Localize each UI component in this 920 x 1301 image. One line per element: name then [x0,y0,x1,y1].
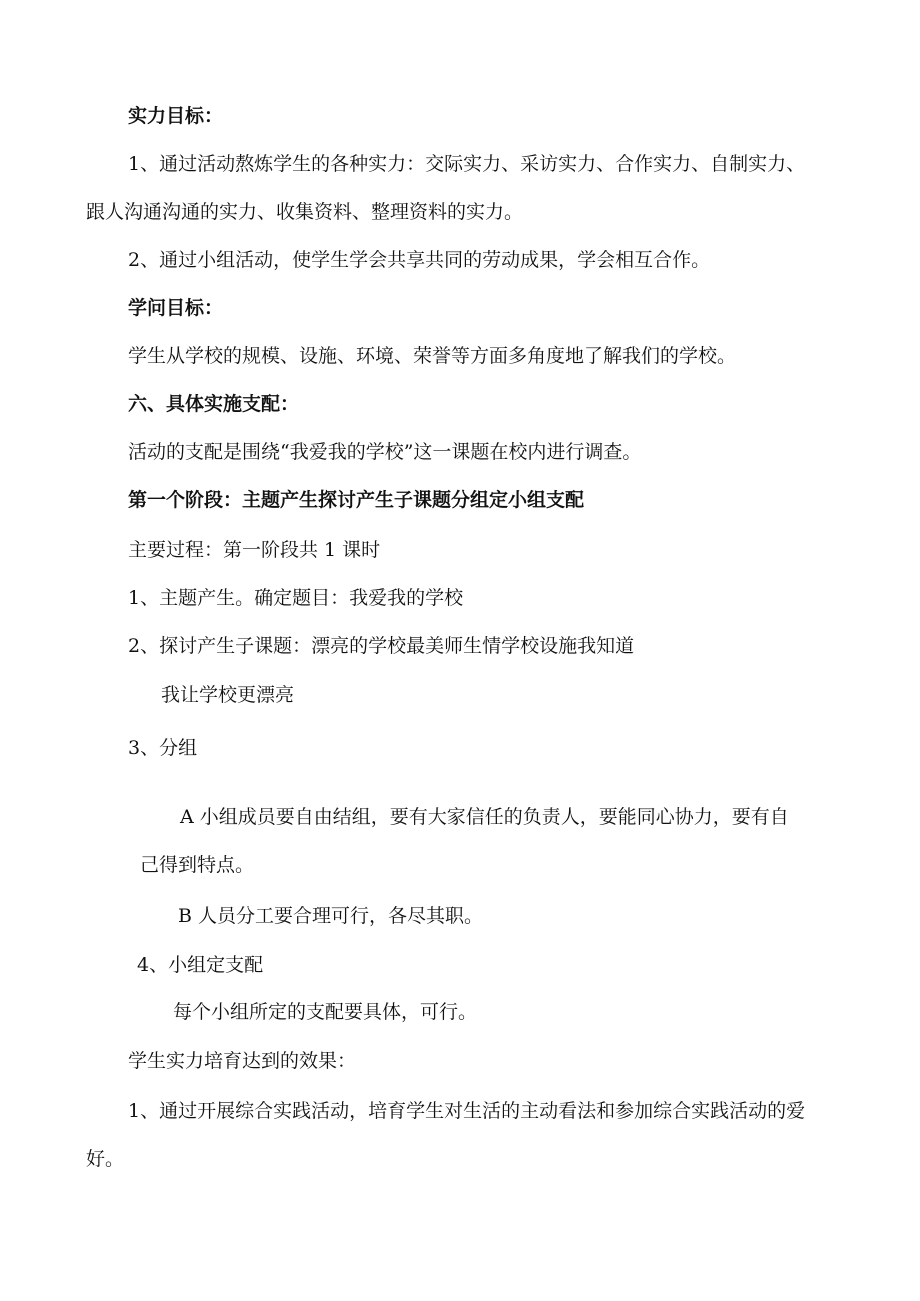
heading-stage-one: 第一个阶段：主题产生探讨产生子课题分组定小组支配 [128,489,585,511]
paragraph: 1、主题产生。确定题目：我爱我的学校 [128,587,464,609]
paragraph: 好。 [86,1148,125,1170]
paragraph: 己得到特点。 [140,854,255,876]
paragraph: 活动的支配是围绕“我爱我的学校”这一课题在校内进行调查。 [128,441,642,463]
paragraph: 跟人沟通沟通的实力、收集资料、整理资料的实力。 [86,201,524,223]
paragraph: 学生从学校的规模、设施、环境、荣誉等方面多角度地了解我们的学校。 [128,345,737,367]
paragraph: 1、通过活动熬炼学生的各种实力：交际实力、采访实力、合作实力、自制实力、 [128,153,806,175]
paragraph: 1、通过开展综合实践活动，培育学生对生活的主动看法和参加综合实践活动的爱 [128,1100,806,1122]
paragraph: 4、小组定支配 [137,954,264,976]
paragraph: 2、探讨产生子课题：漂亮的学校最美师生情学校设施我知道 [128,635,635,657]
paragraph: B 人员分工要合理可行，各尽其职。 [178,905,484,927]
paragraph: 2、通过小组活动，使学生学会共享共同的劳动成果，学会相互合作。 [128,249,711,271]
paragraph: 我让学校更漂亮 [161,684,295,706]
heading-knowledge-goals: 学问目标： [128,297,224,319]
paragraph: A 小组成员要自由结组，要有大家信任的负责人，要能同心协力，要有自 [180,806,789,828]
paragraph: 主要过程：第一阶段共 1 课时 [128,539,381,561]
paragraph: 每个小组所定的支配要具体，可行。 [173,1001,478,1023]
heading-ability-goals: 实力目标： [128,105,224,127]
paragraph: 3、分组 [128,737,198,759]
heading-implementation: 六、具体实施支配： [128,393,300,415]
heading-effects: 学生实力培育达到的效果： [128,1050,357,1072]
